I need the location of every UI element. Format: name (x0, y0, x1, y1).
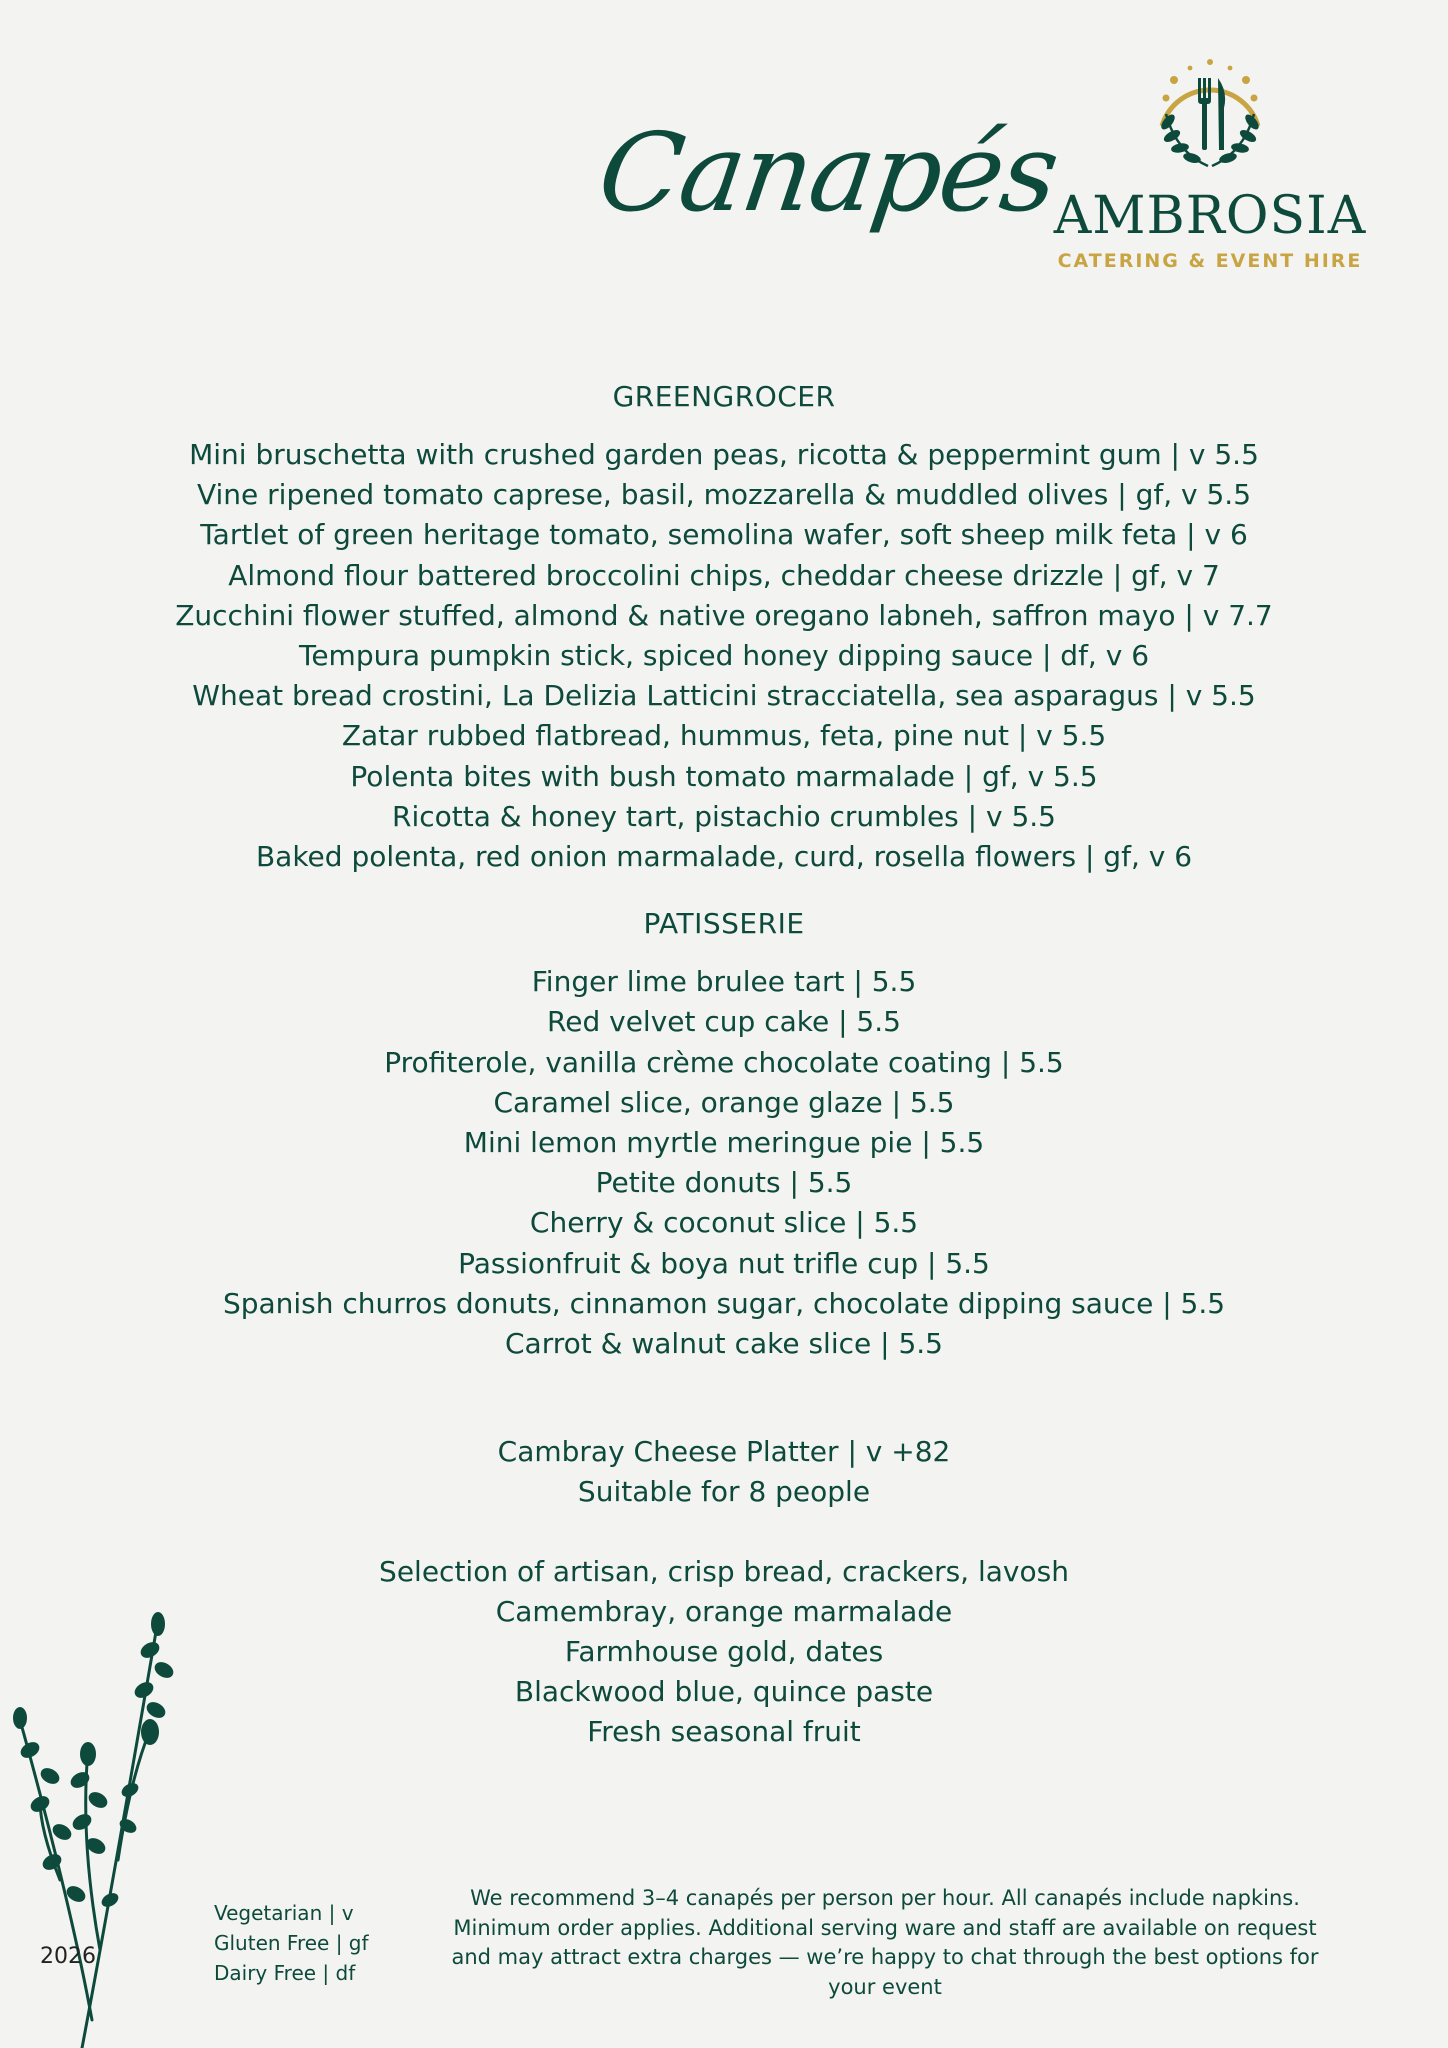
legend-dairy-free: Dairy Free | df (214, 1961, 356, 1985)
dietary-legend (214, 1898, 369, 1988)
section-greengrocer (0, 380, 1448, 877)
menu-item: Tempura pumpkin stick, spiced honey dipping sauce | df, v 6 (298, 639, 1150, 673)
legend-gluten-free: Gluten Free | gf (214, 1931, 369, 1955)
logo-name: AMBROSIA (1053, 186, 1367, 246)
menu-item: Zucchini flower stuffed, almond & native oregano labneh, saffron mayo | v 7.7 (175, 598, 1273, 632)
menu-item: Finger lime brulee tart | 5.5 (531, 965, 917, 999)
menu-item: Vine ripened tomato caprese, basil, mozzarella & muddled olives | gf, v 5.5 (196, 478, 1252, 512)
cheese-item: Fresh seasonal fruit (587, 1715, 861, 1749)
cheese-item: Blackwood blue, quince paste (514, 1675, 934, 1709)
page-title: Canapés (591, 111, 1065, 236)
menu-item: Red velvet cup cake | 5.5 (547, 1005, 901, 1039)
cheese-item: Farmhouse gold, dates (564, 1635, 884, 1669)
menu-item: Baked polenta, red onion marmalade, curd, rosella flowers | gf, v 6 (255, 840, 1193, 874)
menu-item: Caramel slice, orange glaze | 5.5 (493, 1085, 955, 1119)
cheese-platter-title: Cambray Cheese Platter | v +82 (497, 1435, 951, 1469)
section-title: GREENGROCER (612, 380, 836, 413)
cheese-platter (0, 1432, 1448, 1752)
menu-item: Wheat bread crostini, La Delizia Latticini stracciatella, sea asparagus | v 5.5 (192, 679, 1256, 713)
menu-item: Carrot & walnut cake slice | 5.5 (504, 1327, 943, 1361)
thyme-sprig-icon (0, 1600, 200, 2048)
cheese-item: Camembray, orange marmalade (495, 1595, 953, 1629)
menu-item: Almond flour battered broccolini chips, cheddar cheese drizzle | gf, v 7 (228, 558, 1220, 592)
menu-item: Cherry & coconut slice | 5.5 (529, 1206, 919, 1240)
year-label: 2026 (40, 1944, 96, 1969)
menu-item: Polenta bites with bush tomato marmalade | gf, v 5.5 (350, 759, 1098, 793)
menu-item: Petite donuts | 5.5 (595, 1166, 853, 1200)
footer-note: We recommend 3–4 canapés per person per hour. All canapés include napkins. Minimum order applies. Additional serving ware and staff are available on request and may attract extra charges — we’re happy to chat through the best options for your event (451, 1886, 1319, 1999)
cheese-item: Selection of artisan, crisp bread, crackers, lavosh (379, 1555, 1069, 1589)
logo (1040, 48, 1380, 278)
menu-item: Tartlet of green heritage tomato, semolina wafer, soft sheep milk feta | v 6 (200, 518, 1248, 552)
logo-subtitle: CATERING & EVENT HIRE (1057, 250, 1363, 272)
section-title: PATISSERIE (643, 907, 805, 941)
menu-item: Spanish churros donuts, cinnamon sugar, chocolate dipping sauce | 5.5 (222, 1286, 1226, 1320)
menu-item: Ricotta & honey tart, pistachio crumbles | v 5.5 (391, 799, 1056, 833)
laurel-cutlery-logo-icon (1140, 48, 1280, 178)
menu-body (0, 380, 1448, 1752)
menu-item: Passionfruit & boya nut trifle cup | 5.5 (458, 1246, 990, 1280)
section-patisserie (0, 907, 1448, 1364)
legend-vegetarian: Vegetarian | v (214, 1901, 354, 1925)
menu-item: Mini bruschetta with crushed garden peas, ricotta & peppermint gum | v 5.5 (189, 438, 1259, 471)
menu-item: Zatar rubbed flatbread, hummus, feta, pine nut | v 5.5 (341, 719, 1107, 753)
menu-item: Profiterole, vanilla crème chocolate coating | 5.5 (384, 1045, 1064, 1079)
menu-item: Mini lemon myrtle meringue pie | 5.5 (463, 1126, 985, 1160)
cheese-platter-serves: Suitable for 8 people (577, 1475, 871, 1509)
